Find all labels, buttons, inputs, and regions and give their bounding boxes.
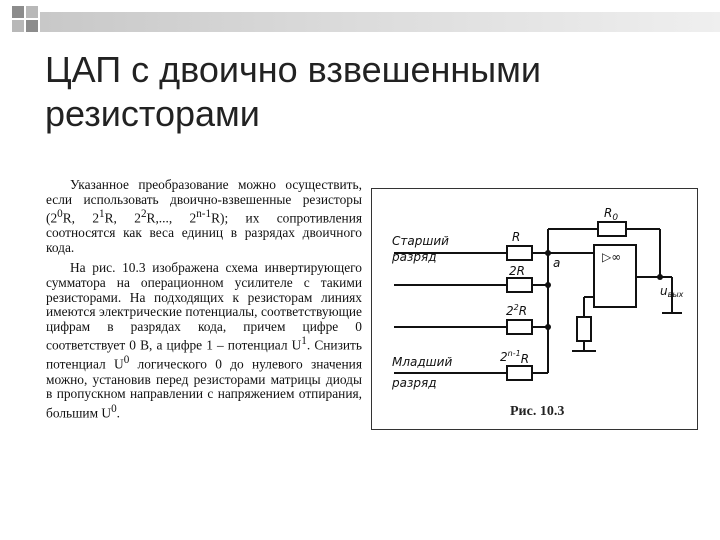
resistor-bias [577,317,591,341]
superscript: n-1 [196,208,212,221]
label-msb-1: Старший [392,234,449,248]
label-r0: $R_0$ [604,206,619,223]
label-lsb-2: разряд [392,376,437,390]
label-lsb-1: Младший [392,355,453,369]
label-output: uвых [660,284,684,299]
label-2n1r: 2$^{n-1}$R [500,349,530,366]
superscript: 0 [111,402,117,415]
header-decor-squares [0,0,720,40]
superscript: 0 [57,208,63,221]
text-run: R); их сопротивления соотносятся как веса единиц в разрядах двоичного кода. [46,210,363,255]
text-run: R, 2 [104,210,141,226]
decor-square [12,20,24,32]
body-text [46,178,362,427]
label-node-a: a [553,256,561,270]
resistor-r [507,246,532,260]
text-run: . [116,405,121,421]
label-msb-2: разряд [392,250,437,264]
circuit-wires [394,229,682,373]
circuit-diagram [372,189,697,429]
resistor-2r [507,278,532,292]
label-r: R [512,230,521,244]
text-run: На рис. 10.3 изображена схема инвертирующего сумматора на операционном усилителе с такими резисторами. На подходящих к резисторам линиях имеются электрические потенциалы, соответствующие цифрам в разрядах кода, причем цифре 0 соответствует 0 В, а цифре 1 – потенциал U [46,260,362,353]
label-2r: 2R [509,264,525,278]
superscript: 1 [99,208,105,221]
circuit-figure [371,188,698,430]
slide-title [45,48,685,136]
text-run: логического 0 до нулевого значения можно, установив перед резисторами матрицы диоды в пропускном направлении с напряжением отпирания, большим U [46,356,362,421]
decor-square [26,20,38,32]
superscript: 2 [140,208,147,221]
opamp-symbol: ▷∞ [602,250,622,264]
superscript: 0 [123,354,130,367]
decor-square [12,6,24,18]
superscript: 1 [301,335,307,348]
text-run: R, 2 [62,210,100,226]
text-run: R,..., 2 [146,210,197,226]
slide-title-line-1: ЦАП с двоично взвешенными [45,49,542,90]
figure-caption: Рис. 10.3 [510,404,565,419]
resistor-4r [507,320,532,334]
label-4r: $2^2R$ [506,303,528,318]
paragraph-2 [46,261,362,420]
text-run: Указанное преобразование можно осуществить, если использовать двоично-взвешенные резисторы (2 [46,177,362,226]
resistor-r0 [598,222,626,236]
decor-square [26,6,38,18]
resistor-2n1r [507,366,532,380]
paragraph-1 [46,178,362,255]
slide-title-line-2: резисторами [45,93,260,134]
text-run: . Снизить потенциал U [46,337,362,372]
